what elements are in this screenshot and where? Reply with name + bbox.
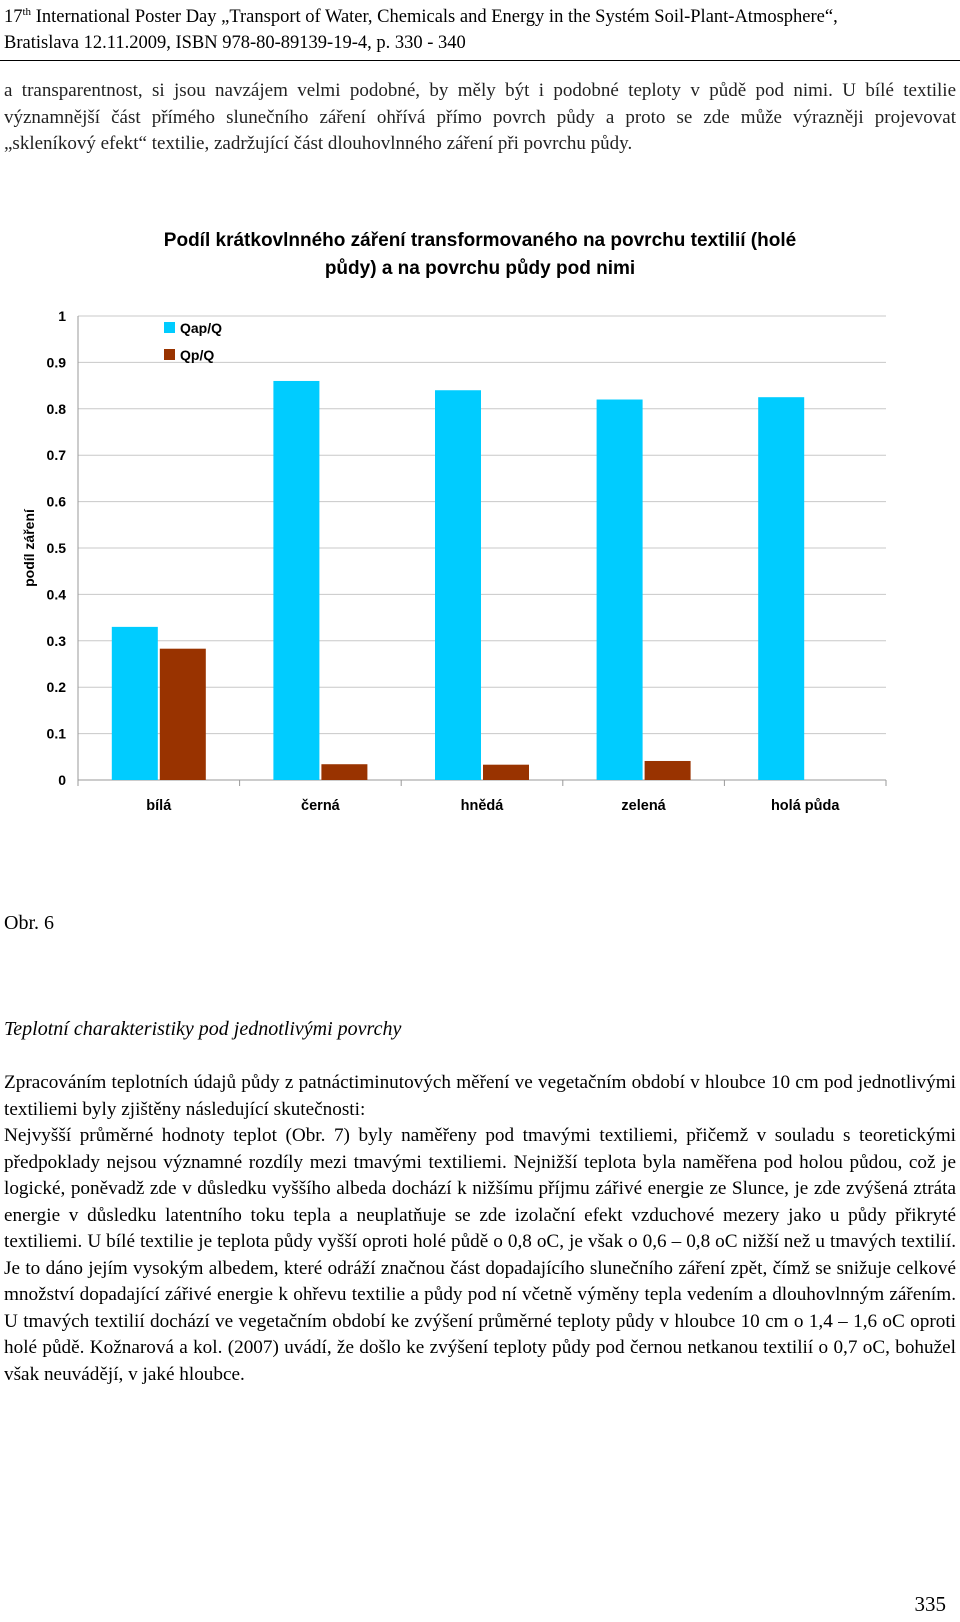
header-line-1 (4, 4, 954, 30)
body-paragraph-2: Nejvyšší průměrné hodnoty teplot (Obr. 7) byly naměřeny pod tmavými textiliemi, přičemž v souladu s teoretickými předpoklady nejsou významné rozdíly mezi tmavými textiliemi. Nejnižší teplota byla naměřena pod holou půdou, což je logické, poněvadž zde v důsledku vyššího albeda dochází k nižšímu příjmu zářivé energie ze Slunce, je zde zvýšená ztráta energie v důsledku latentního toku tepla a neuplatňuje se zde izolační efekt vzduchové mezery jako u půdy přikryté textiliemi. U bílé textilie je teplota půdy vyšší oproti holé půdě o 0,8 oC, je však o 0,6 – 0,8 oC nižší než u tmavých textilií. Je to dáno jejím vysokým albedem, které odráží značnou část dopadajícího slunečního záření zpět, čímž se snižuje celkové množství dopadající zářivé energie k ohřevu textilie a půdy pod ní včetně výměny tepla vedením a dlouhovlnným zářením. U tmavých textilií dochází ve vegetačním období ke zvýšení průměrné teploty půdy v hloubce 10 cm o 1,4 – 1,6 oC oproti holé půdě. Kožnarová a kol. (2007) uvádí, že došlo ke zvýšení teploty půdy pod černou netkanou textilií o 0,7 oC, bohužel však neuvádějí, v jaké hloubce. (4, 1125, 956, 1385)
y-tick-label: 0.2 (46, 679, 66, 696)
chart-title-line-1: Podíl krátkovlnného záření transformovaného na povrchu textilií (holé (163, 230, 797, 251)
legend-swatch (164, 349, 175, 360)
chart-svg (0, 222, 960, 852)
x-category-label: bílá (146, 798, 172, 814)
y-tick-label: 0.9 (46, 354, 66, 371)
legend-entry: Qap/Q (180, 320, 223, 336)
body-paragraph: Zpracováním teplotních údajů půdy z patnáctiminutových měření ve vegetačním období v hloubce 10 cm pod jednotlivými textiliemi byly zjištěny následující skutečnosti: (4, 1072, 956, 1120)
bar-qap (273, 381, 319, 780)
page-number: 335 (914, 1592, 946, 1616)
header-rule (0, 60, 960, 61)
page-header (4, 4, 954, 56)
y-tick-label: 0.5 (46, 540, 66, 556)
y-tick-label: 0.1 (46, 725, 66, 742)
figure-caption: Obr. 6 (4, 912, 54, 934)
bar-qp (321, 764, 367, 780)
bar-qp (483, 765, 529, 780)
body-text (4, 1070, 956, 1388)
x-category-label: holá půda (770, 798, 840, 814)
x-category-label: černá (301, 798, 340, 814)
y-axis-label: podíl záření (21, 509, 37, 587)
header-superscript: th (22, 6, 32, 18)
y-tick-label: 0.7 (46, 447, 66, 464)
legend-swatch (164, 322, 175, 333)
section-title: Teplotní charakteristiky pod jednotlivými povrchy (4, 1018, 402, 1040)
bar-qap (112, 627, 158, 780)
bar-chart (0, 222, 960, 852)
y-tick-label: 1 (58, 308, 66, 324)
bar-qp (160, 649, 206, 780)
header-number: 17 (4, 7, 23, 27)
bar-qap (758, 397, 804, 780)
header-line-2: Bratislava 12.11.2009, ISBN 978-80-89139-19-4, p. 330 - 340 (4, 33, 466, 53)
chart-title-line-2: půdy) a na povrchu půdy pod nimi (324, 258, 636, 279)
intro-paragraph: a transparentnost, si jsou navzájem velmi podobné, by měly být i podobné teploty v půdě pod nimi. U bílé textilie významnější část přímého slunečního záření ohřívá přímo povrch půdy a proto se zde může výrazněji projevovat „skleníkový efekt“ textilie, zadržující část dlouhovlnného záření při povrchu půdy. (4, 80, 956, 154)
y-tick-label: 0.4 (46, 586, 66, 603)
y-tick-label: 0.8 (46, 400, 66, 417)
bar-qap (435, 390, 481, 780)
bar-qap (597, 400, 643, 780)
x-category-label: hnědá (460, 798, 504, 814)
legend-entry: Qp/Q (180, 347, 215, 363)
bar-qp (645, 761, 691, 780)
y-tick-label: 0.6 (46, 493, 66, 510)
header-line-1-text: International Poster Day „Transport of Water, Chemicals and Energy in the Systém Soil-Plant-Atmosphere“, (31, 7, 838, 27)
y-tick-label: 0.3 (46, 632, 66, 649)
y-tick-label: 0 (58, 772, 66, 788)
x-category-label: zelená (621, 798, 666, 814)
